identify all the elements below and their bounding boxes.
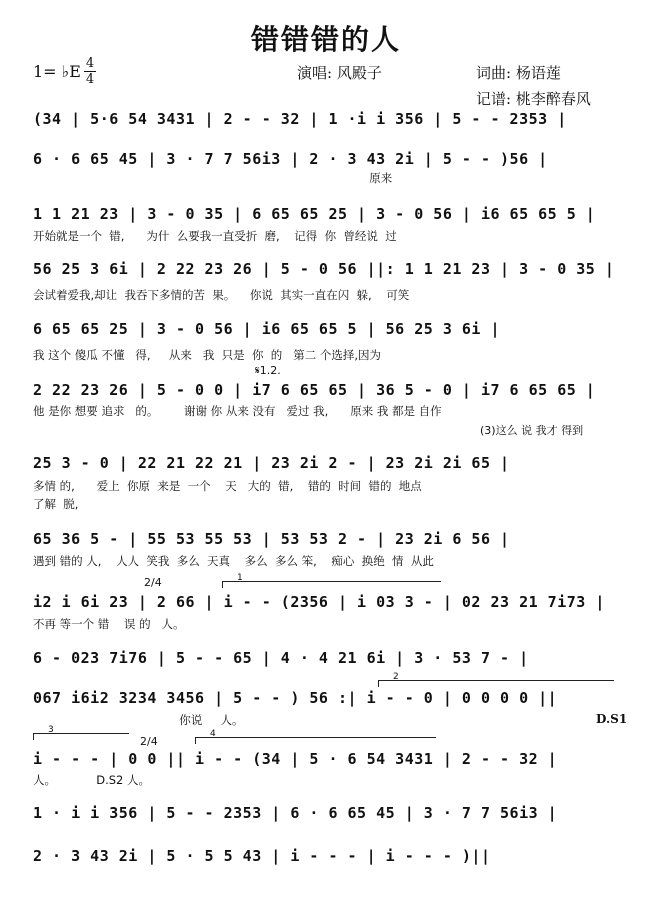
composer-credit: 词曲: 杨语莲 bbox=[476, 64, 561, 82]
notation-line: (34 | 5·6 54 3431 | 2 - - 32 | 1 ·i i 356 | 5 - - 2353 | bbox=[33, 110, 567, 128]
notation-line: 1 · i i 356 | 5 - - 2353 | 6 · 6 65 45 | 3 · 7 7 56i3 | bbox=[33, 804, 558, 822]
lyric-line: 你说 人。 bbox=[33, 713, 244, 727]
ending-bracket-2 bbox=[378, 672, 614, 687]
notation-line: 25 3 - 0 | 22 21 22 21 | 23 2i 2 - | 23 2i 2i 65 | bbox=[33, 454, 510, 472]
ending-number-4: 4 bbox=[210, 729, 216, 739]
ending-number-1: 1 bbox=[237, 573, 243, 583]
lyric-line-alt: 了解 脱, bbox=[33, 497, 79, 511]
time-signature-top: 4 bbox=[85, 56, 95, 71]
lyric-line: 我 这个 傻瓜 不懂 得, 从来 我 只是 你 的 第二 个选择,因为 bbox=[33, 348, 382, 362]
segno-mark: 𝄋1.2. bbox=[255, 364, 281, 377]
lyric-line: 不再 等一个 错 误 的 人。 bbox=[33, 617, 185, 631]
song-title: 错错错的人 bbox=[250, 23, 401, 56]
notation-line: 067 i6i2 3234 3456 | 5 - - ) 56 :| i - - 0 | 0 0 0 0 || bbox=[33, 689, 558, 707]
notation-line: 65 36 5 - | 55 53 55 53 | 53 53 2 - | 23 2i 6 56 | bbox=[33, 530, 510, 548]
notation-line: 2 22 23 26 | 5 - 0 0 | i7 6 65 65 | 36 5 - 0 | i7 6 65 65 | bbox=[33, 381, 596, 399]
ending-bracket-4 bbox=[195, 729, 436, 744]
singer-credit: 演唱: 风殿子 bbox=[297, 64, 382, 82]
arranger-credit: 记谱: 桃李醉春风 bbox=[476, 90, 591, 108]
ds1-mark: D.S1 bbox=[596, 712, 628, 726]
time-signature bbox=[84, 57, 96, 86]
lyric-line: 多情 的, 爱上 你原 来是 一个 天 大的 错, 错的 时间 错的 地点 bbox=[33, 479, 422, 493]
time-change-mark: 2/4 bbox=[144, 576, 162, 589]
notation-line: 2 · 3 43 2i | 5 · 5 5 43 | i - - - | i - - - )|| bbox=[33, 847, 491, 865]
notation-line: i2 i 6i 23 | 2 66 | i - - (2356 | i 03 3 - | 02 23 21 7i73 | bbox=[33, 593, 605, 611]
lyric-line: 他 是你 想要 追求 的。 谢谢 你 从来 没有 爱过 我, 原来 我 都是 自作 bbox=[33, 404, 442, 418]
ending-number-2: 2 bbox=[393, 672, 399, 682]
key-signature: 1= ♭E bbox=[33, 62, 81, 81]
notation-line: 6 - 023 7i76 | 5 - - 65 | 4 · 4 21 6i | 3 · 53 7 - | bbox=[33, 649, 529, 667]
notation-line: 6 · 6 65 45 | 3 · 7 7 56i3 | 2 · 3 43 2i | 5 - - )56 | bbox=[33, 150, 548, 168]
notation-line: 6 65 65 25 | 3 - 0 56 | i6 65 65 5 | 56 25 3 6i | bbox=[33, 320, 501, 338]
notation-line: 56 25 3 6i | 2 22 23 26 | 5 - 0 56 ||: 1 1 21 23 | 3 - 0 35 | bbox=[33, 260, 615, 278]
ending-number-3: 3 bbox=[48, 725, 54, 735]
lyric-line: 原来 bbox=[33, 171, 393, 185]
lyric-line: 开始就是一个 错, 为什 么要我一直受折 磨, 记得 你 曾经说 过 bbox=[33, 229, 397, 243]
time-change-mark-2: 2/4 bbox=[140, 735, 158, 748]
notation-line: i - - - | 0 0 || i - - (34 | 5 · 6 54 3431 | 2 - - 32 | bbox=[33, 750, 558, 768]
time-signature-bottom: 4 bbox=[85, 72, 95, 87]
lyric-verse-3: (3)这么 说 我才 得到 bbox=[480, 424, 584, 437]
lyric-line: 会试着爱我,却让 我吞下多情的苦 果。 你说 其实一直在闪 躲, 可笑 bbox=[33, 288, 410, 302]
ending-bracket-3 bbox=[33, 725, 129, 740]
lyric-line bbox=[33, 130, 633, 146]
ending-bracket-1 bbox=[222, 573, 441, 588]
notation-line: 1 1 21 23 | 3 - 0 35 | 6 65 65 25 | 3 - 0 56 | i6 65 65 5 | bbox=[33, 205, 596, 223]
lyric-line: 人。 D.S2 人。 bbox=[33, 773, 150, 787]
lyric-line: 遇到 错的 人, 人人 笑我 多么 天真 多么 多么 笨, 痴心 换绝 情 从此 bbox=[33, 554, 434, 568]
